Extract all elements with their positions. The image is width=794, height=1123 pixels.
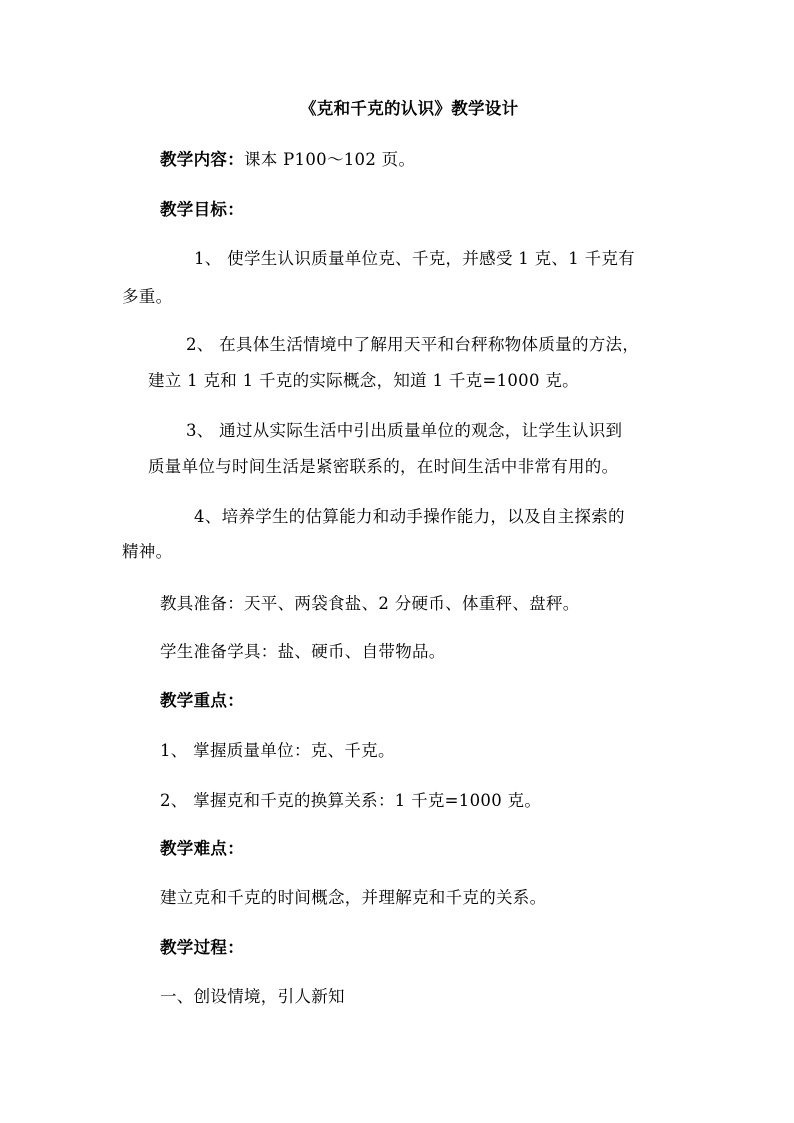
content-label: 教学内容： bbox=[160, 150, 244, 169]
goal-4-line-1: 4、培养学生的估算能力和动手操作能力，以及自主探索的 bbox=[194, 507, 625, 526]
goal-2-line-2: 建立 1 克和 1 千克的实际概念，知道 1 千克=1000 克。 bbox=[148, 371, 579, 390]
goal-3-line-2: 质量单位与时间生活是紧密联系的，在时间生活中非常有用的。 bbox=[148, 457, 619, 476]
goals-heading: 教学目标： bbox=[160, 200, 244, 219]
document-title: 《克和千克的认识》教学设计 bbox=[300, 99, 519, 118]
key-points-heading: 教学重点： bbox=[160, 691, 244, 710]
content-value: 课本 P100～102 页。 bbox=[244, 150, 416, 169]
teaching-tools: 教具准备：天平、两袋食盐、2 分硬币、体重秤、盘秤。 bbox=[160, 594, 580, 613]
process-heading: 教学过程： bbox=[160, 938, 244, 957]
goal-1-line-2: 多重。 bbox=[122, 287, 173, 306]
student-tools: 学生准备学具：盐、硬币、自带物品。 bbox=[160, 642, 446, 661]
process-step-1: 一、创设情境，引人新知 bbox=[160, 987, 345, 1006]
teaching-content bbox=[160, 149, 415, 171]
goal-3-line-1: 3、 通过从实际生活中引出质量单位的观念，让学生认识到 bbox=[186, 421, 623, 440]
difficulty-heading: 教学难点： bbox=[160, 839, 244, 858]
goal-4-line-2: 精神。 bbox=[122, 542, 173, 561]
key-point-2: 2、 掌握克和千克的换算关系：1 千克=1000 克。 bbox=[160, 791, 542, 810]
key-point-1: 1、 掌握质量单位：克、千克。 bbox=[160, 741, 395, 760]
goal-2-line-1: 2、 在具体生活情境中了解用天平和台秤称物体质量的方法， bbox=[186, 335, 640, 354]
goal-1-line-1: 1、 使学生认识质量单位克、千克，并感受 1 克、1 千克有 bbox=[194, 249, 635, 268]
difficulty-text: 建立克和千克的时间概念，并理解克和千克的关系。 bbox=[160, 888, 547, 907]
